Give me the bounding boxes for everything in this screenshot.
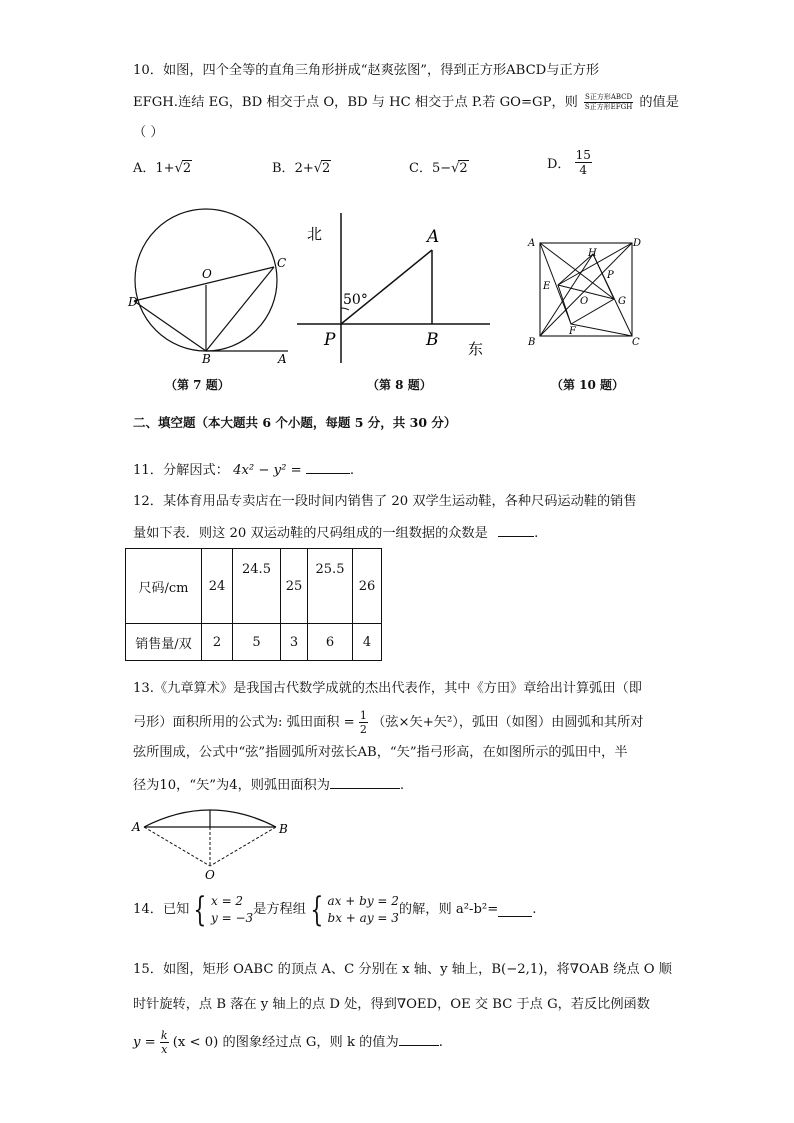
section-2-title: 二、填空题（本大题共 6 个小题，每题 5 分，共 30 分） <box>133 415 457 430</box>
fig7-chord-cb <box>206 267 274 351</box>
q12-line2-text: 量如下表．则这 20 双运动鞋的尺码组成的一组数据的众数是 <box>133 526 488 541</box>
q12-line2: 量如下表．则这 20 双运动鞋的尺码组成的一组数据的众数是 . <box>133 526 539 541</box>
table-cell: 24.5 <box>233 549 281 624</box>
fig7-label-b: B <box>202 352 211 366</box>
table-row <box>126 549 382 624</box>
q13-label-b: B <box>279 822 288 836</box>
q10-option-c: C．5−√2 <box>409 161 468 176</box>
q13-line4: 径为10，“矢”为4，则弧田面积为 . <box>133 778 405 793</box>
q14: 14．已知 { x = 2 y = −3 是方程组 { ax + by = 2 bx + ay = 3 的解，则 a²-b²= . <box>133 890 537 930</box>
q12-line1: 12．某体育用品专卖店在一段时间内销售了 20 双学生运动鞋，各种尺码运动鞋的销售 <box>133 494 637 509</box>
table-header-size: 尺码/cm <box>126 549 202 624</box>
q10-option-a: A．1+√2 <box>133 161 192 176</box>
figure-7-circle-diagram <box>120 205 300 370</box>
table-header-sales: 销售量/双 <box>126 624 202 661</box>
q14-solution-x: x = 2 <box>210 894 244 908</box>
fig10-label-e: E <box>543 281 551 292</box>
fig7-label-o: O <box>202 267 212 281</box>
q13-line3: 弦所围成，公式中“弦”指圆弧所对弦长AB，“矢”指弓形高，在如图所示的弧田中，半 <box>133 745 628 760</box>
fig8-label-a: A <box>427 227 440 247</box>
q10-option-d: D． $\frac{15}{4}$ <box>547 148 591 177</box>
fig10-diagonal-bd <box>540 243 632 336</box>
fig10-label-d: D <box>633 238 642 249</box>
q13-label-a: A <box>132 820 141 834</box>
fig10-label-f: F <box>569 326 576 337</box>
q14-answer-blank[interactable] <box>498 904 532 917</box>
q10-line2-end: 的值是 <box>639 95 679 110</box>
fig7-label-a: A <box>278 352 287 366</box>
q10-ratio-denominator: S正方形EFGH <box>584 103 633 111</box>
fig10-label-h: H <box>588 248 597 259</box>
table-cell: 24 <box>202 549 233 624</box>
fig7-label-c: C <box>277 256 287 270</box>
table-cell: 4 <box>353 624 382 661</box>
fig8-angle-arc <box>341 308 349 310</box>
q14-equation-1: ax + by = 2 <box>327 894 399 908</box>
fig8-angle-label: 50° <box>343 292 368 308</box>
table-cell: 25.5 <box>308 549 353 624</box>
fig10-label-p: P <box>607 270 614 281</box>
q15-line2: 时针旋转，点 B 落在 y 轴上的点 D 处，得到∇OED，OE 交 BC 于点 G，若反比例函数 <box>133 997 650 1012</box>
q10-line1: 10．如图，四个全等的直角三角形拼成“赵爽弦图”，得到正方形ABCD与正方形 <box>133 63 600 78</box>
figure-8-bearing-diagram <box>293 205 498 365</box>
q13-label-o: O <box>205 868 215 882</box>
q12-answer-blank[interactable] <box>498 524 534 537</box>
fig10-line-bh <box>540 254 593 336</box>
q10-ratio-numerator: S正方形ABCD <box>585 93 633 101</box>
q13-line2: 弓形）面积所用的公式为: 弧田面积 = $\frac{1}{2}$ （弦×矢+矢²），弧田（如图）由圆弧和其所对 <box>133 709 644 736</box>
q13-line1: 13.《九章算术》是我国古代数学成就的杰出代表作，其中《方田》章给出计算弧田（即 <box>133 681 642 696</box>
fig8-label-east: 东 <box>468 340 484 358</box>
q11-expression: 4x² − y² = <box>233 463 302 478</box>
q13-dashed-ob <box>210 827 276 866</box>
q13-line4-text: 径为10，“矢”为4，则弧田面积为 <box>133 778 330 793</box>
figure-10-zhao-shuang-diagram <box>522 232 652 350</box>
fig10-label-b: B <box>528 337 536 348</box>
fig8-caption: （第 8 题） <box>367 378 432 392</box>
table-cell: 6 <box>308 624 353 661</box>
q15-answer-blank[interactable] <box>399 1033 439 1046</box>
q12-size-table <box>125 548 382 661</box>
table-cell: 3 <box>281 624 308 661</box>
q14-solution-y: y = −3 <box>210 911 254 925</box>
q15-line1: 15．如图，矩形 OABC 的顶点 A、C 分别在 x 轴、y 轴上，B(−2,1)，将∇OAB 绕点 O 顺 <box>133 962 672 977</box>
q10-option-b: B．2+√2 <box>272 161 331 176</box>
fig7-label-d: D <box>128 295 138 309</box>
q13-answer-blank[interactable] <box>330 776 400 789</box>
fig7-caption: （第 7 题） <box>165 378 230 392</box>
q10-line2-text: EFGH.连结 EG，BD 相交于点 O，BD 与 HC 相交于点 P.若 GO=GP，则 <box>133 95 578 110</box>
q11: 11．分解因式： 4x² − y² = . <box>133 463 355 478</box>
q11-answer-blank[interactable] <box>306 461 350 474</box>
table-cell: 5 <box>233 624 281 661</box>
table-cell: 2 <box>202 624 233 661</box>
q11-text: 11．分解因式： <box>133 463 229 478</box>
fig10-line-cf <box>571 324 632 336</box>
fig8-label-b: B <box>426 330 439 350</box>
fig10-label-c: C <box>632 337 640 348</box>
fig10-label-o: O <box>580 296 589 307</box>
fig7-chord-db <box>134 301 206 351</box>
q13-arc-field-figure <box>128 803 298 883</box>
table-cell: 26 <box>353 549 382 624</box>
table-row <box>126 624 382 661</box>
q13-dashed-oa <box>144 827 210 866</box>
q15-line3: y = $\frac{k}{x}$ (x < 0) 的图象经过点 G，则 k 的值为 . <box>133 1029 443 1056</box>
table-cell: 25 <box>281 549 308 624</box>
fig10-label-g: G <box>618 296 626 307</box>
fig10-label-a: A <box>528 238 536 249</box>
fig10-caption: （第 10 题） <box>551 378 625 392</box>
q14-equation-2: bx + ay = 3 <box>327 911 399 925</box>
fig8-label-north: 北 <box>307 225 323 243</box>
q10-paren: （ ） <box>133 125 164 140</box>
q10-area-ratio <box>584 94 633 111</box>
q10-line2 <box>133 94 679 112</box>
fig8-segment-pa <box>341 250 432 324</box>
fig8-label-p: P <box>324 330 336 350</box>
